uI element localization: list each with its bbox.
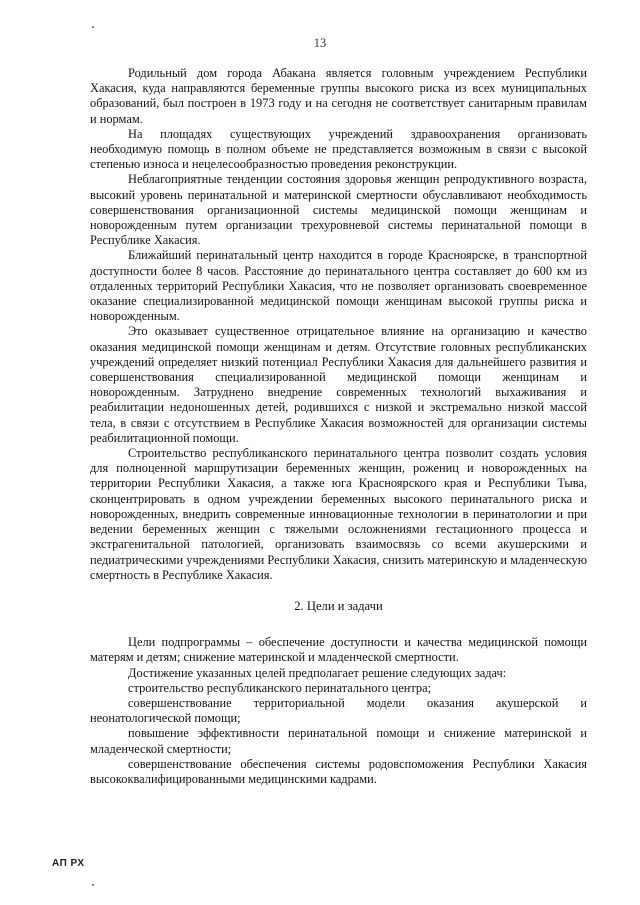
section-title: 2. Цели и задачи	[294, 598, 383, 613]
paragraph: Ближайший перинатальный центр находится в городе Красноярске, в транспортной доступности более 8 часов. Расстояние до перинатального центра составляет до 600 км из отдаленных территорий Республики Хакасия, что не позволяет организовать своевременное оказание специализированной медицинской помощи женщинам высокой группы риска и новорожденным.	[90, 248, 587, 324]
paragraph: Неблагоприятные тенденции состояния здоровья женщин репродуктивного возраста, высокий уровень перинатальной и материнской смертности обуславливают необходимость совершенствования организационной системы медицинской помощи женщинам и новорожденным путем организации трехуровневой системы перинатальной помощи в Республике Хакасия.	[90, 172, 587, 248]
document-body	[90, 66, 587, 787]
paragraph: Строительство республиканского перинатального центра позволит создать условия для полноценной маршрутизации беременных женщин, рожениц и новорожденных на территории Республики Хакасия, а также юга Красноярского края и Республики Тыва, сконцентрировать в одном учреждении беременных высокого перинатального риска и новорожденных, внедрить современные инновационные технологии в перинатологии и при ведении беременных женщин с тяжелыми осложнениями гестационного процесса и экстрагенитальной патологией, организовать взаимосвязь со всеми акушерскими и педиатрическими учреждениями Республики Хакасия, снизить материнскую и младенческую смертность в Республике Хакасия.	[90, 446, 587, 582]
footer-code: АП РХ	[52, 858, 85, 869]
paragraph: Родильный дом города Абакана является головным учреждением Республики Хакасия, куда направляются беременные группы высокого риска из всех муниципальных образований, был построен в 1973 году и на сегодня не соответствует санитарным правилам и нормам.	[90, 66, 587, 126]
task-item: совершенствование обеспечения системы родовспоможения Республики Хакасия высококвалифицированными медицинскими кадрами.	[90, 756, 587, 786]
paragraph: На площадях существующих учреждений здравоохранения организовать необходимую помощь в полном объеме не представляется возможным в связи с высокой степенью износа и нецелесообразностью проведения реконструкции.	[90, 126, 587, 172]
paragraph: Это оказывает существенное отрицательное влияние на организацию и качество оказания медицинской помощи женщинам и детям. Отсутствие головных республиканских учреждений определяет низкий потенциал Республики Хакасия для дальнейшего развития и совершенствования специализированной медицинской помощи женщинам и новорожденным. Затруднено внедрение современных технологий выхаживания и реабилитации недоношенных детей, родившихся с низкой и экстремально низкой массой тела, в связи с отсутствием в Республике Хакасия возможностей для организации системы реабилитационной помощи.	[90, 324, 587, 445]
page-number: 13	[313, 36, 327, 50]
task-item: строительство республиканского перинатального центра;	[128, 680, 432, 695]
margin-mark	[92, 26, 94, 28]
paragraph: Цели подпрограммы – обеспечение доступности и качества медицинской помощи матерям и детям; снижение материнской и младенческой смертности.	[90, 635, 587, 665]
task-item: повышение эффективности перинатальной помощи и снижение материнской и младенческой смертности;	[90, 726, 587, 756]
task-item: совершенствование территориальной модели оказания акушерской и неонатологической помощи;	[90, 695, 587, 726]
margin-mark	[92, 884, 94, 886]
paragraph: Достижение указанных целей предполагает решение следующих задач:	[128, 665, 507, 680]
